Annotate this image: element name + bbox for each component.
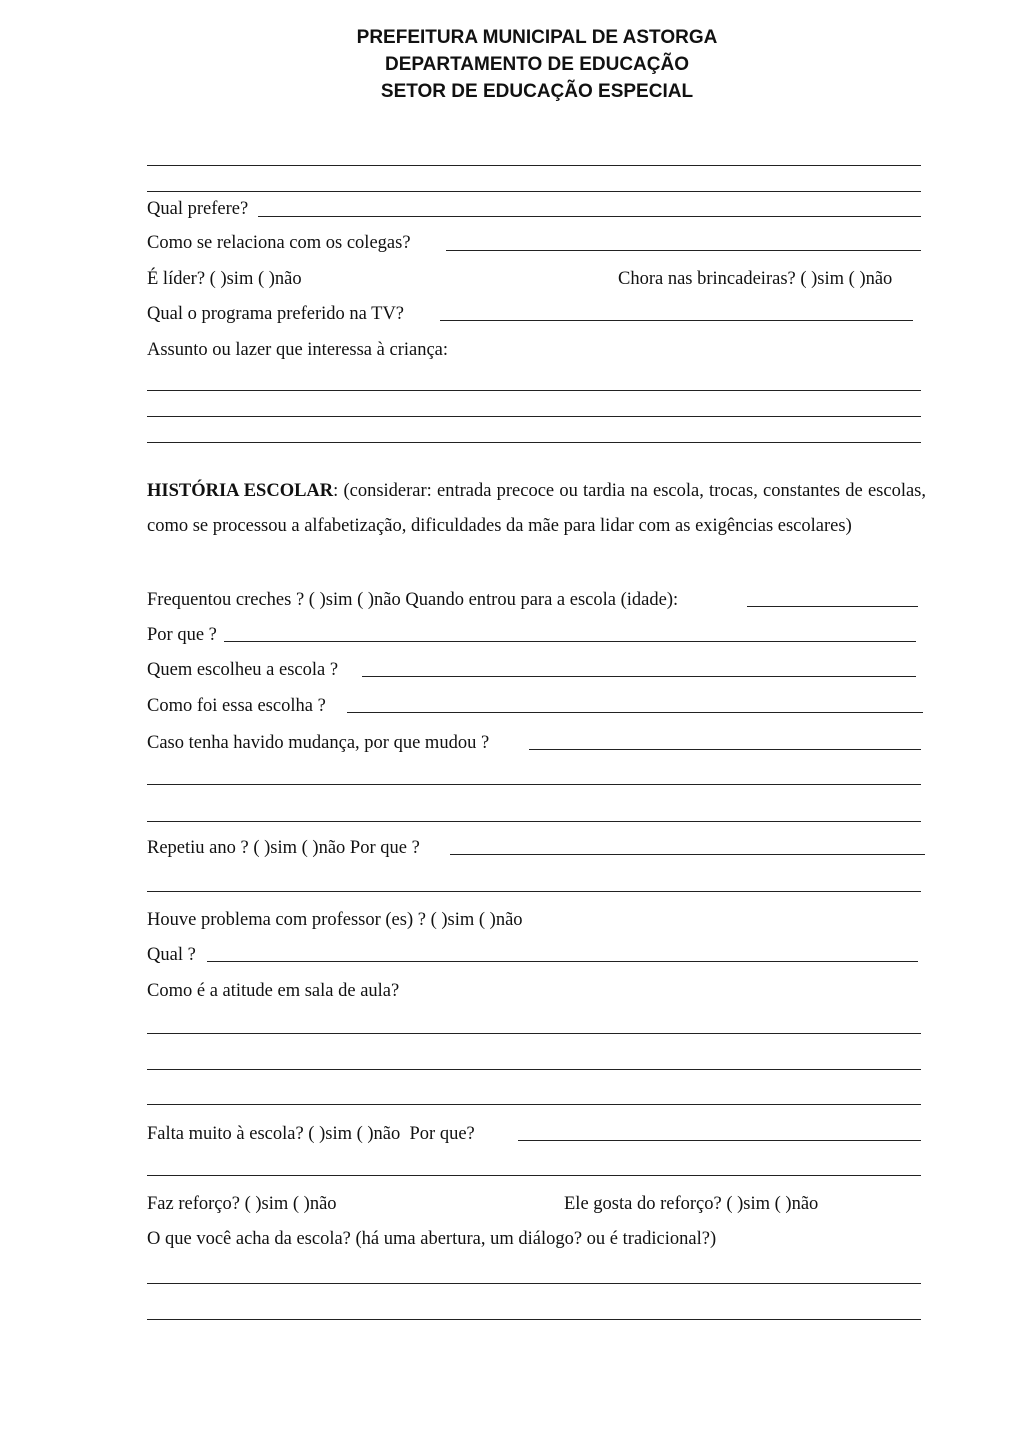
question-chora: Chora nas brincadeiras? ( )sim ( )não xyxy=(618,269,893,289)
question-repetiu-ano: Repetiu ano ? ( )sim ( )não Por que ? xyxy=(147,838,420,858)
question-por-que: Por que ? xyxy=(147,625,217,645)
question-como-escolha: Como foi essa escolha ? xyxy=(147,696,326,716)
answer-line-qual[interactable] xyxy=(207,961,918,962)
answer-line-mudanca[interactable] xyxy=(529,749,921,750)
question-problema-professor: Houve problema com professor (es) ? ( )sim ( )não xyxy=(147,910,523,930)
question-qual: Qual ? xyxy=(147,945,196,965)
question-acha-escola: O que você acha da escola? (há uma abertura, um diálogo? ou é tradicional?) xyxy=(147,1229,717,1249)
question-lider: É líder? ( )sim ( )não xyxy=(147,269,302,289)
answer-line[interactable] xyxy=(147,165,921,166)
answer-line[interactable] xyxy=(147,442,921,443)
header-line-prefeitura: PREFEITURA MUNICIPAL DE ASTORGA xyxy=(356,27,718,48)
answer-line-quem-escolheu[interactable] xyxy=(362,676,916,677)
answer-line-relaciona[interactable] xyxy=(446,250,921,251)
answer-line[interactable] xyxy=(147,1033,921,1034)
answer-line[interactable] xyxy=(147,1283,921,1284)
answer-line[interactable] xyxy=(147,416,921,417)
section-title-historia-escolar: HISTÓRIA ESCOLAR xyxy=(147,481,334,501)
question-relaciona-colegas: Como se relaciona com os colegas? xyxy=(147,233,411,253)
document-header xyxy=(0,24,1024,105)
question-creches: Frequentou creches ? ( )sim ( )não Quando entrou para a escola (idade): xyxy=(147,590,679,610)
answer-line[interactable] xyxy=(147,784,921,785)
answer-line-por-que[interactable] xyxy=(224,641,916,642)
answer-line[interactable] xyxy=(147,1069,921,1070)
answer-line-falta[interactable] xyxy=(518,1140,921,1141)
answer-line-programa-tv[interactable] xyxy=(440,320,913,321)
answer-line[interactable] xyxy=(147,390,921,391)
question-atitude-sala: Como é a atitude em sala de aula? xyxy=(147,981,400,1001)
answer-line[interactable] xyxy=(147,1104,921,1105)
answer-line[interactable] xyxy=(147,191,921,192)
header-line-setor: SETOR DE EDUCAÇÃO ESPECIAL xyxy=(380,81,694,102)
question-qual-prefere: Qual prefere? xyxy=(147,199,249,219)
question-assunto-lazer: Assunto ou lazer que interessa à criança: xyxy=(147,340,449,360)
answer-line-idade[interactable] xyxy=(747,606,918,607)
question-faz-reforco: Faz reforço? ( )sim ( )não xyxy=(147,1194,337,1214)
header-line-departamento: DEPARTAMENTO DE EDUCAÇÃO xyxy=(384,54,689,75)
answer-line[interactable] xyxy=(147,1175,921,1176)
answer-line[interactable] xyxy=(147,821,921,822)
answer-line-como-escolha[interactable] xyxy=(347,712,923,713)
answer-line[interactable] xyxy=(147,1319,921,1320)
answer-line-qual-prefere[interactable] xyxy=(258,216,921,217)
historia-escolar-intro: HISTÓRIA ESCOLAR: (considerar: entrada precoce ou tardia na escola, trocas, constantes de escolas, como se processou a alfabetização, dificuldades da mãe para lidar com as exigências escolares) xyxy=(147,481,926,536)
answer-line[interactable] xyxy=(147,891,921,892)
question-programa-tv: Qual o programa preferido na TV? xyxy=(147,304,405,324)
question-falta-escola: Falta muito à escola? ( )sim ( )não Por que? xyxy=(147,1124,475,1144)
question-quem-escolheu: Quem escolheu a escola ? xyxy=(147,660,339,680)
question-mudanca: Caso tenha havido mudança, por que mudou ? xyxy=(147,733,490,753)
answer-line-repetiu[interactable] xyxy=(450,854,925,855)
question-gosta-reforco: Ele gosta do reforço? ( )sim ( )não xyxy=(564,1194,819,1214)
